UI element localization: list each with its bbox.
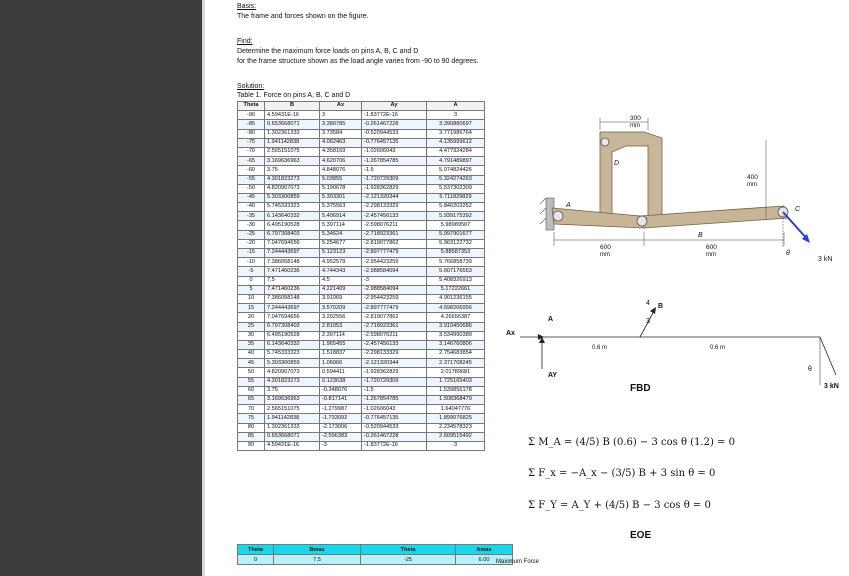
equation-moment: Σ M_A = (4/5) B (0.6) − 3 cos θ (1.2) = 0 [528, 437, 735, 448]
table-cell: 3.380785 [320, 120, 362, 129]
table-cell: 5.375563 [320, 203, 362, 212]
table-cell: -0.520944533 [362, 129, 427, 138]
header-theta: Theta [238, 102, 265, 111]
table-cell: 5.406914 [320, 212, 362, 221]
table-cell: -2.298133329 [362, 203, 427, 212]
fbd-ratio-4: 4 [646, 300, 650, 307]
fbd-left-length: 0.6 m [592, 345, 608, 351]
table-row [238, 258, 485, 267]
table-cell: 6.143640332 [265, 340, 320, 349]
table-row [238, 111, 485, 120]
table-cell: 4.301823273 [265, 175, 320, 184]
table-cell: 0 [238, 276, 265, 285]
table-cell: 3.910450686 [427, 322, 485, 331]
table-cell: -1.720729309 [362, 377, 427, 386]
table-cell: 4.221409 [320, 285, 362, 294]
table-cell: -0.817141 [320, 396, 362, 405]
table-row [238, 441, 485, 450]
table-cell: 7.471460236 [265, 267, 320, 276]
table-cell: -2.121320344 [362, 193, 427, 202]
table-cell: 5.303301 [320, 193, 362, 202]
table-cell: 5.98989507 [427, 221, 485, 230]
table-cell: 5.123123 [320, 249, 362, 258]
basis-text: The frame and forces shown on the figure. [237, 13, 369, 20]
table-cell: 4.59431E-16 [265, 441, 320, 450]
table-cell: 1.725165403 [427, 377, 485, 386]
table-cell: 5.846203252 [427, 203, 485, 212]
table-cell: 4.848076 [320, 166, 362, 175]
table-cell: 6.495190528 [265, 331, 320, 340]
table-row [238, 405, 485, 414]
table-cell: -0.261467228 [362, 120, 427, 129]
table-row [238, 203, 485, 212]
table-row [238, 432, 485, 441]
table-cell: 2.234578323 [427, 423, 485, 432]
table-cell: 3 [427, 441, 485, 450]
table-cell: -0.520944533 [362, 423, 427, 432]
table-cell: 1.899076825 [427, 414, 485, 423]
table-cell: 1.965455 [320, 340, 362, 349]
pin-b-label: B [698, 232, 703, 239]
table-cell: 4.135999612 [427, 138, 485, 147]
table-row [238, 377, 485, 386]
table-cell: -1.83772E-16 [362, 441, 427, 450]
table-row [238, 396, 485, 405]
table-cell: 4.26656387 [427, 313, 485, 322]
table-row [238, 157, 485, 166]
table-cell: 2.565151075 [265, 405, 320, 414]
table-cell: 2.754683854 [427, 350, 485, 359]
table-cell: 35 [238, 340, 265, 349]
table-cell: -50 [238, 184, 265, 193]
table-cell: 1.539856178 [427, 386, 485, 395]
table-cell: -1.928362829 [362, 368, 427, 377]
equation-fx: Σ F_x = −A_x − (3/5) B + 3 sin θ = 0 [528, 468, 716, 479]
table-cell: 4.301823273 [265, 377, 320, 386]
pin-b-circle [637, 216, 647, 226]
table-cell: 5.88587353 [427, 249, 485, 258]
table-cell: -45 [238, 193, 265, 202]
load-arrow [783, 212, 808, 240]
table-cell: 7.471460236 [265, 285, 320, 294]
table-cell: 4.820907073 [265, 368, 320, 377]
table-cell: 3.534990389 [427, 331, 485, 340]
table-cell: -2.988584094 [362, 267, 427, 276]
table-cell: 50 [238, 368, 265, 377]
table-cell: -1.267854785 [362, 157, 427, 166]
table-cell: 3.570209 [320, 304, 362, 313]
table-cell: -1.83772E-16 [362, 111, 427, 120]
table-row [238, 350, 485, 359]
table-cell: -2.897777479 [362, 249, 427, 258]
table-cell: 3.390880697 [427, 120, 485, 129]
table-cell: -2.954423259 [362, 294, 427, 303]
table-cell: 7.244443697 [265, 249, 320, 258]
eoe-title: EOE [630, 530, 652, 541]
table-cell: 3.91069 [320, 294, 362, 303]
table-cell: 2.371708245 [427, 359, 485, 368]
table-row [238, 340, 485, 349]
table-cell: 5.34624 [320, 230, 362, 239]
table-cell: 2.81053 [320, 322, 362, 331]
table-cell: 1.518837 [320, 350, 362, 359]
table-cell: 6.495190528 [265, 221, 320, 230]
member-left-bar [552, 208, 644, 228]
table-cell: -90 [238, 111, 265, 120]
table-row [238, 414, 485, 423]
pin-c-label: C [795, 206, 801, 213]
summary-bmax-value: 7.5 [274, 555, 361, 565]
table-cell: -40 [238, 203, 265, 212]
max-force-note: Maximum Force [496, 559, 540, 565]
force-table [237, 101, 485, 451]
find-line-2: for the frame structure shown as the load angle varies from -90 to 90 degrees. [237, 58, 479, 65]
table-cell: 7.386058148 [265, 258, 320, 267]
table-cell: -55 [238, 175, 265, 184]
table-cell: 5.03855 [320, 175, 362, 184]
fbd-ax-label: Ax [506, 330, 515, 337]
table-cell: 3.202556 [320, 313, 362, 322]
table-cell: 5.711829829 [427, 193, 485, 202]
table-cell: 5.190678 [320, 184, 362, 193]
table-cell: 3 [427, 111, 485, 120]
header-ax: Ax [320, 102, 362, 111]
summary-theta-2-value: -25 [361, 555, 456, 565]
fbd-right-length: 0.6 m [710, 345, 726, 351]
table-cell: 60 [238, 386, 265, 395]
table-cell: 1.06066 [320, 359, 362, 368]
table-cell: 7.5 [265, 276, 320, 285]
table-cell: -2.819077862 [362, 313, 427, 322]
summary-theta-value: 0 [238, 555, 274, 565]
dim-bottom-value: 600 [706, 244, 717, 251]
table-cell: -70 [238, 147, 265, 156]
table-row [238, 147, 485, 156]
table-row [238, 359, 485, 368]
table-cell: 5.303300859 [265, 193, 320, 202]
fbd-force: 3 kN [824, 383, 839, 390]
equation-fy: Σ F_Y = A_Y + (4/5) B − 3 cos θ = 0 [528, 500, 711, 511]
table-cell: 30 [238, 331, 265, 340]
table-cell: -0.261467228 [362, 432, 427, 441]
table-cell: 4.358169 [320, 147, 362, 156]
table-cell: 7.047694656 [265, 239, 320, 248]
table-cell: 65 [238, 396, 265, 405]
table-row [238, 423, 485, 432]
table-cell: 4.477324284 [427, 147, 485, 156]
table-cell: 75 [238, 414, 265, 423]
table-row [238, 285, 485, 294]
table-cell: -2.988584094 [362, 285, 427, 294]
table-cell: 5.17222661 [427, 285, 485, 294]
header-ay: Ay [362, 102, 427, 111]
table-cell: -1.5 [362, 166, 427, 175]
table-cell: -1.928362829 [362, 184, 427, 193]
table-cell: 5.745333323 [265, 350, 320, 359]
dim-left-value: 600 [600, 244, 611, 251]
dim-right-value: 400 [747, 174, 758, 181]
table-cell: 5.074824426 [427, 166, 485, 175]
table-cell: -2.718923361 [362, 322, 427, 331]
table-cell: 0.123638 [320, 377, 362, 386]
table-cell: -35 [238, 212, 265, 221]
table-cell: 2.565151075 [265, 147, 320, 156]
table-cell: 2.01789681 [427, 368, 485, 377]
table-row [238, 368, 485, 377]
fbd-ratio-3: 3 [646, 318, 650, 325]
table-cell: 4.620706 [320, 157, 362, 166]
table-cell: 3.75 [265, 386, 320, 395]
pin-d-label: D [614, 160, 620, 167]
table-row [238, 313, 485, 322]
table-row [238, 175, 485, 184]
table-row [238, 239, 485, 248]
table-cell: -65 [238, 157, 265, 166]
table-cell: -30 [238, 221, 265, 230]
table-cell: -10 [238, 258, 265, 267]
table-cell: 2.397114 [320, 331, 362, 340]
table-cell: 55 [238, 377, 265, 386]
table-row [238, 276, 485, 285]
table-row [238, 138, 485, 147]
angle-label: θ [786, 250, 790, 257]
table-cell: 3.75 [265, 166, 320, 175]
table-cell: 5.745333323 [265, 203, 320, 212]
fbd-b-label: B [658, 303, 664, 310]
table-cell: 4.820907073 [265, 184, 320, 193]
table-cell: -85 [238, 120, 265, 129]
table-header-row [238, 102, 485, 111]
table-cell: 7.244443697 [265, 304, 320, 313]
header-b: B [265, 102, 320, 111]
table-cell: -1.5 [362, 386, 427, 395]
table-cell: 20 [238, 313, 265, 322]
left-gutter [0, 0, 202, 576]
table-cell: 5.607176553 [427, 267, 485, 276]
table-cell: 40 [238, 350, 265, 359]
table-cell: -25 [238, 230, 265, 239]
table-cell: -1.02606043 [362, 405, 427, 414]
table-cell: -2.954423259 [362, 258, 427, 267]
fbd-title: FBD [630, 383, 651, 394]
table-cell: 2.609515492 [427, 432, 485, 441]
dim-top-unit: mm [630, 123, 640, 129]
table-cell: -1.267854785 [362, 396, 427, 405]
solution-heading: Solution: [237, 83, 265, 90]
table-cell: 0.653668071 [265, 120, 320, 129]
table-cell: 1.302361333 [265, 129, 320, 138]
table-cell: 0.653668071 [265, 432, 320, 441]
table-cell: -0.776457135 [362, 414, 427, 423]
fbd-a-label: A [548, 316, 554, 323]
table-cell: 5.324274263 [427, 175, 485, 184]
table-cell: -2.718923361 [362, 230, 427, 239]
table-cell: -2.298133329 [362, 350, 427, 359]
table-row [238, 166, 485, 175]
table-cell: 4.062463 [320, 138, 362, 147]
pin-a-label: A [566, 202, 571, 209]
summary-value-row [238, 555, 513, 565]
table-row [238, 322, 485, 331]
table-cell: 0.594411 [320, 368, 362, 377]
table-row [238, 221, 485, 230]
table-cell: -2.173006 [320, 423, 362, 432]
table-cell: -2.897777479 [362, 304, 427, 313]
table-cell: 10 [238, 294, 265, 303]
fbd-diagram [520, 295, 845, 415]
dim-left-unit: mm [600, 252, 610, 258]
table-cell: 3.146760806 [427, 340, 485, 349]
summary-table [237, 544, 513, 565]
table-cell: 70 [238, 405, 265, 414]
header-a: A [427, 102, 485, 111]
table-cell: 1.64047776 [427, 405, 485, 414]
table-cell: 3.169636963 [265, 157, 320, 166]
summary-header-amax: Amax [456, 545, 513, 555]
table-cell: 5.766858739 [427, 258, 485, 267]
table-cell: 4.901236155 [427, 294, 485, 303]
pin-d-circle [601, 138, 609, 146]
summary-header-theta: Theta [238, 545, 274, 555]
table-cell: -0.776457135 [362, 138, 427, 147]
table-cell: -60 [238, 166, 265, 175]
table-cell: 1.302361333 [265, 423, 320, 432]
table-cell: 5 [238, 285, 265, 294]
find-heading: Find: [237, 38, 253, 45]
table-cell: 1.941142838 [265, 414, 320, 423]
table-cell: 80 [238, 423, 265, 432]
table-cell: -2.596383 [320, 432, 362, 441]
fbd-ay-label: AY [548, 372, 558, 379]
table-row [238, 230, 485, 239]
table-cell: 4.59431E-16 [265, 111, 320, 120]
table-cell: 4.744343 [320, 267, 362, 276]
table-cell: -2.819077862 [362, 239, 427, 248]
table-cell: 15 [238, 304, 265, 313]
table-cell: -2.121320344 [362, 359, 427, 368]
force-label: 3 kN [818, 256, 833, 263]
table-cell: -5 [238, 267, 265, 276]
table-cell: 1.508368479 [427, 396, 485, 405]
table-cell: 5.303300859 [265, 359, 320, 368]
fbd-theta: θ [808, 366, 812, 373]
table-cell: -1.733092 [320, 414, 362, 423]
table-row [238, 184, 485, 193]
dim-right-unit: mm [747, 182, 757, 188]
table-cell: 5.397114 [320, 221, 362, 230]
table-cell: 6.797308403 [265, 322, 320, 331]
table-cell: 7.386058148 [265, 294, 320, 303]
table-cell: 85 [238, 432, 265, 441]
table-cell: 45 [238, 359, 265, 368]
table-row [238, 129, 485, 138]
find-line-1: Determine the maximum force loads on pins A, B, C and D [237, 48, 419, 55]
table-cell: 5.408326913 [427, 276, 485, 285]
table-row [238, 212, 485, 221]
table-cell: -80 [238, 129, 265, 138]
table-row [238, 304, 485, 313]
table-cell: -1.02606043 [362, 147, 427, 156]
table-cell: -75 [238, 138, 265, 147]
table-cell: 4.791489897 [427, 157, 485, 166]
table-row [238, 120, 485, 129]
table-row [238, 294, 485, 303]
table-cell: 1.941142838 [265, 138, 320, 147]
table-cell: 3.169636963 [265, 396, 320, 405]
table-cell: -20 [238, 239, 265, 248]
summary-header-theta-2: Theta [361, 545, 456, 555]
dim-bottom-unit: mm [706, 252, 716, 258]
pin-a-circle [553, 211, 563, 221]
table-cell: 6.143640332 [265, 212, 320, 221]
summary-amax-value: 6.00 [456, 555, 513, 565]
table-caption: Table 1. Force on pins A, B, C and D [237, 92, 351, 99]
table-row [238, 386, 485, 395]
table-cell: 4.5 [320, 276, 362, 285]
table-cell: -3 [362, 276, 427, 285]
table-row [238, 331, 485, 340]
table-cell: -15 [238, 249, 265, 258]
summary-header-row [238, 545, 513, 555]
member-bent [600, 132, 662, 218]
table-row [238, 267, 485, 276]
table-cell: 3.771986764 [427, 129, 485, 138]
table-cell: 5.939175392 [427, 212, 485, 221]
frame-figure [540, 100, 845, 270]
table-row [238, 193, 485, 202]
table-body [238, 111, 485, 451]
table-cell: 5.997901677 [427, 230, 485, 239]
table-cell: 90 [238, 441, 265, 450]
table-cell: -2.598076211 [362, 221, 427, 230]
dim-top-value: 300 [630, 115, 641, 122]
table-cell: 5.254677 [320, 239, 362, 248]
table-cell: -2.457456133 [362, 340, 427, 349]
table-cell: 4.598206956 [427, 304, 485, 313]
table-cell: -2.598076211 [362, 331, 427, 340]
summary-header-bmax: Bmax [274, 545, 361, 555]
table-cell: 4.952579 [320, 258, 362, 267]
table-cell: 25 [238, 322, 265, 331]
table-cell: 5.537302309 [427, 184, 485, 193]
table-row [238, 249, 485, 258]
table-cell: -2.457456133 [362, 212, 427, 221]
table-cell: -3 [320, 441, 362, 450]
table-cell: 6.797308403 [265, 230, 320, 239]
table-cell: -1.279987 [320, 405, 362, 414]
table-cell: 5.963122732 [427, 239, 485, 248]
basis-heading: Basis: [237, 3, 257, 10]
table-cell: 3.73584 [320, 129, 362, 138]
table-cell: 3 [320, 111, 362, 120]
table-cell: 7.047694656 [265, 313, 320, 322]
table-cell: -1.720729309 [362, 175, 427, 184]
table-cell: -0.348076 [320, 386, 362, 395]
